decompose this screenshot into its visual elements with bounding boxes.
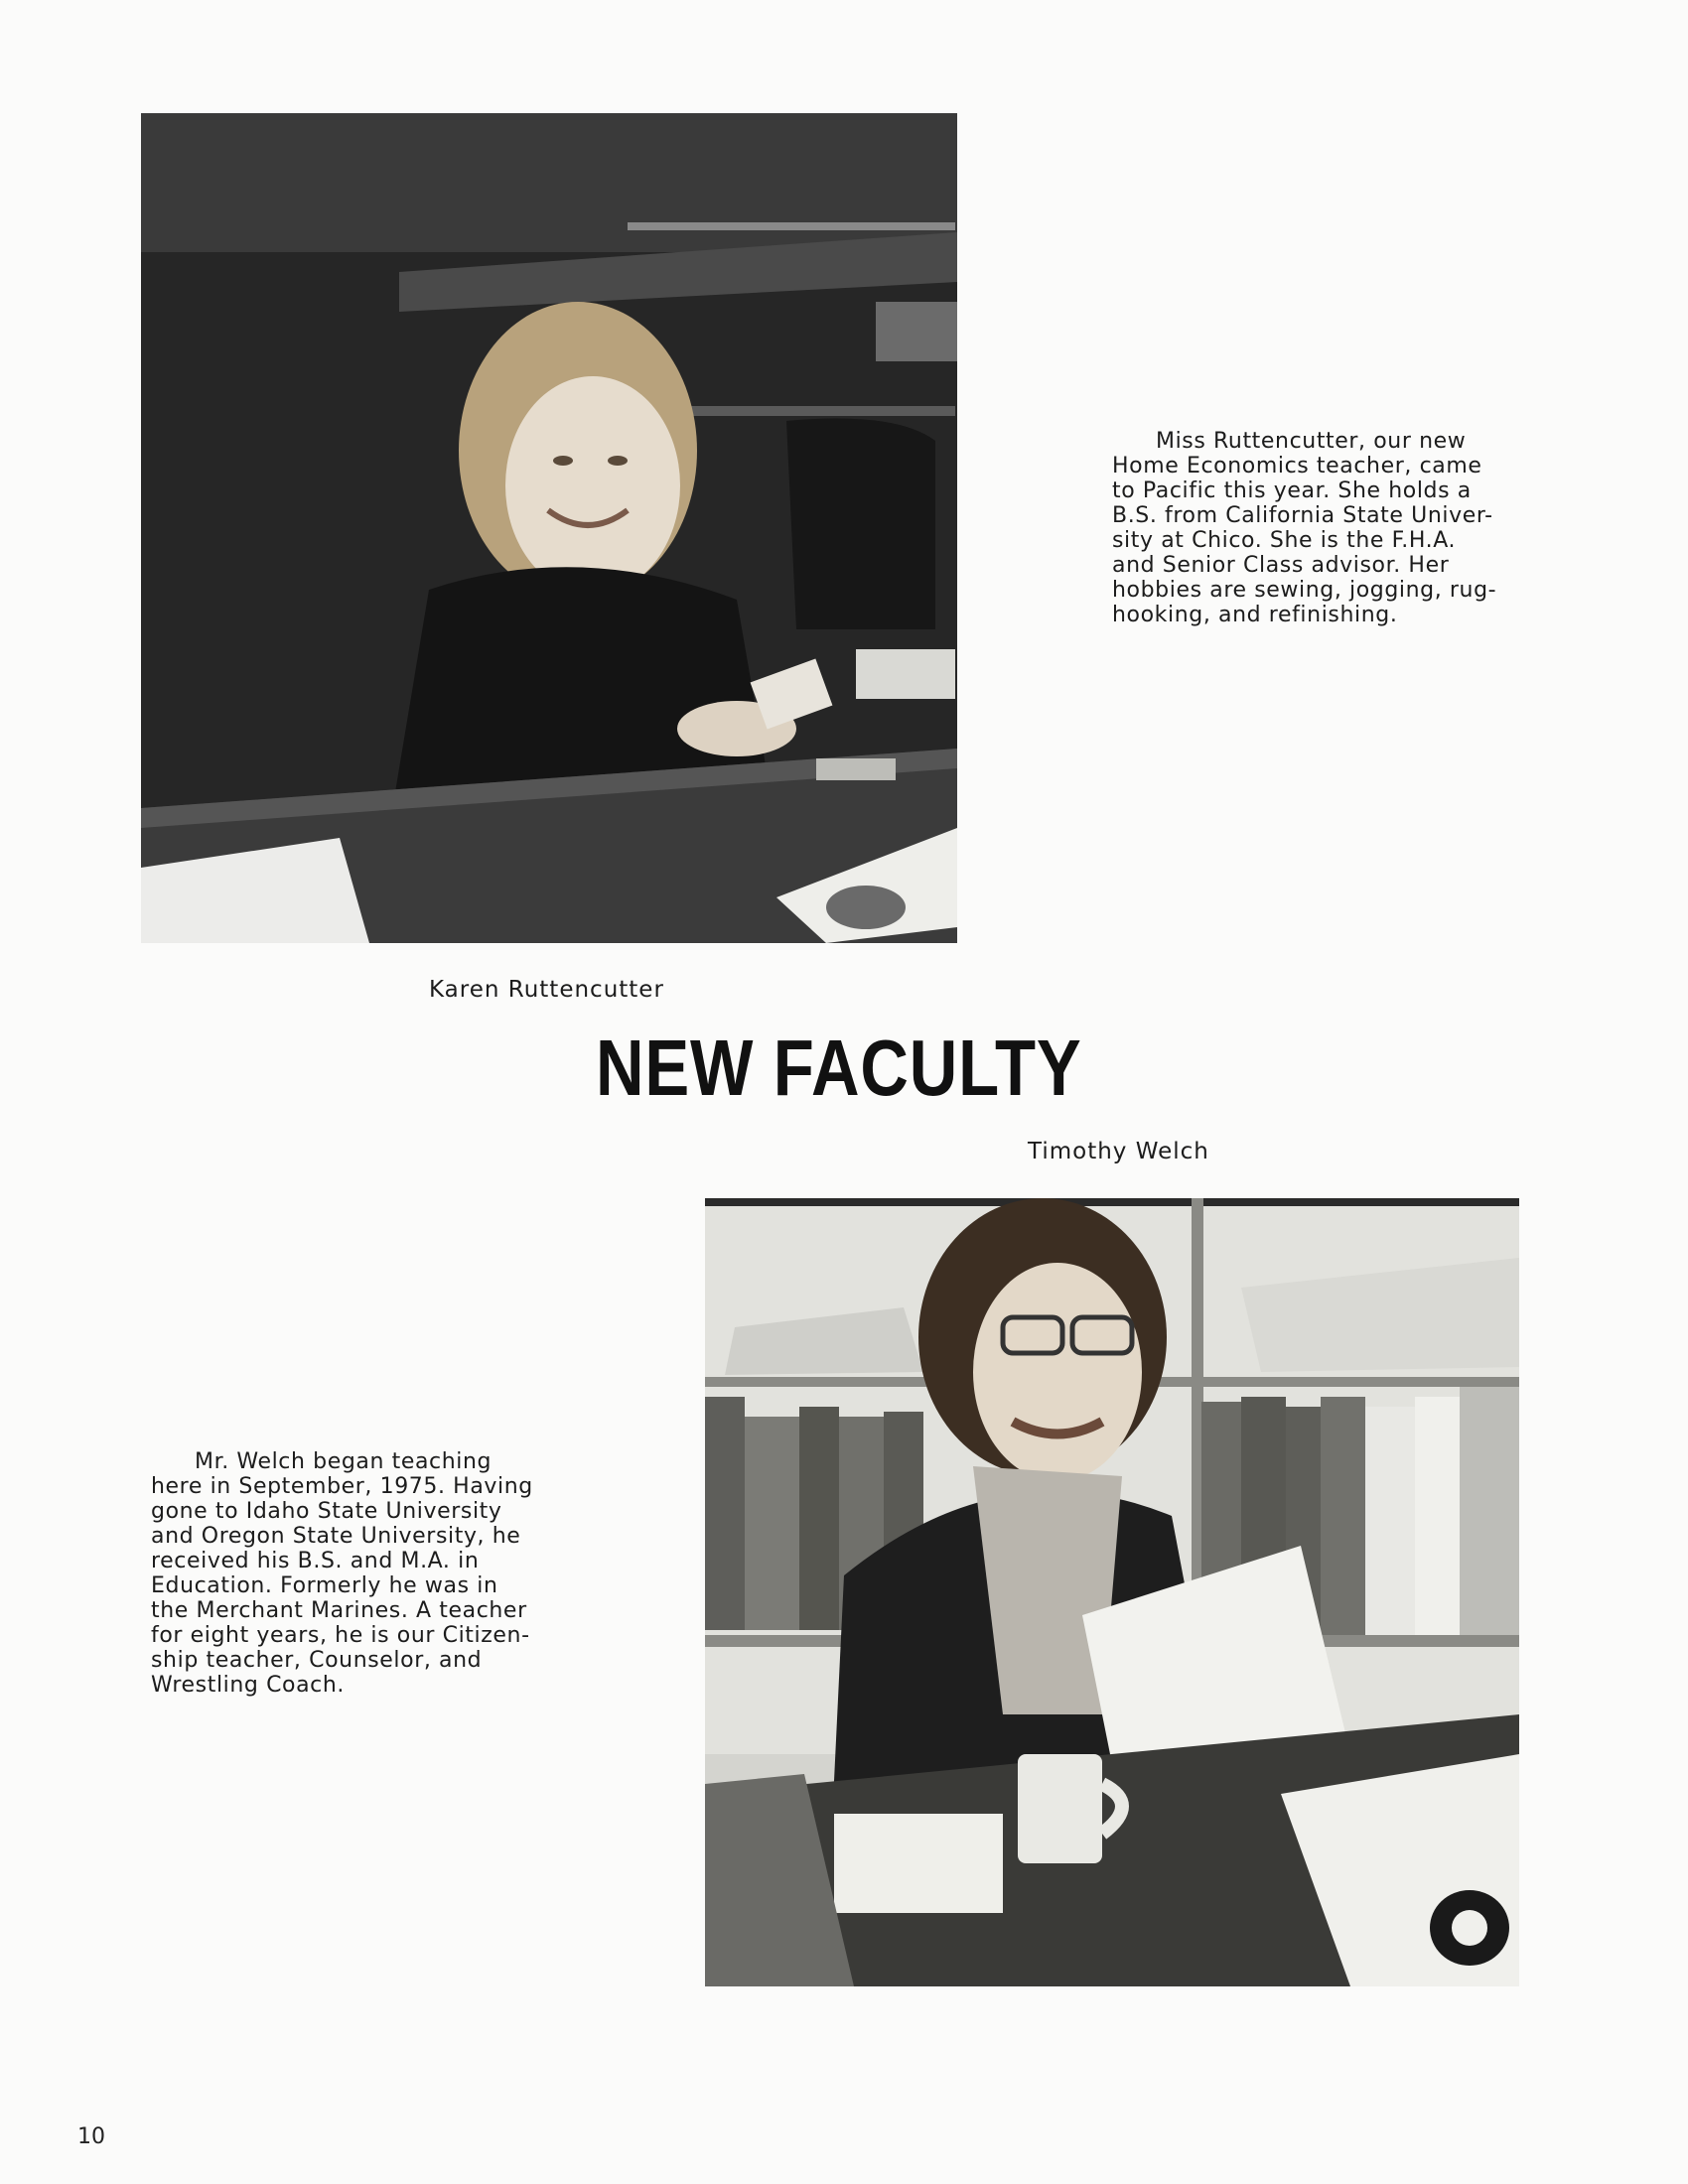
bio-line: to Pacific this year. She holds a	[1112, 478, 1472, 503]
timothy-welch-bio	[151, 1449, 568, 1698]
bio-line: ship teacher, Counselor, and	[151, 1648, 483, 1673]
karen-ruttencutter-bio	[1112, 429, 1529, 627]
bio-line: for eight years, he is our Citizen-	[151, 1623, 530, 1648]
timothy-welch-caption: Timothy Welch	[1028, 1139, 1209, 1164]
bio-line: hooking, and refinishing.	[1112, 603, 1398, 627]
bio-line: here in September, 1975. Having	[151, 1474, 533, 1499]
bio-line: Mr. Welch began teaching	[195, 1449, 492, 1474]
page-title: NEW FACULTY	[596, 1024, 1082, 1112]
bio-line: B.S. from California State Univer-	[1112, 503, 1493, 528]
bio-line: Wrestling Coach.	[151, 1673, 346, 1698]
bio-line: received his B.S. and M.A. in	[151, 1549, 480, 1573]
bio-line: hobbies are sewing, jogging, rug-	[1112, 578, 1497, 603]
bio-line: gone to Idaho State University	[151, 1499, 502, 1524]
page-number: 10	[77, 2124, 105, 2149]
bio-line: sity at Chico. She is the F.H.A.	[1112, 528, 1457, 553]
bio-line: Home Economics teacher, came	[1112, 454, 1482, 478]
bio-line: and Senior Class advisor. Her	[1112, 553, 1450, 578]
bio-line: Education. Formerly he was in	[151, 1573, 498, 1598]
bio-line: and Oregon State University, he	[151, 1524, 521, 1549]
karen-ruttencutter-photo	[141, 113, 957, 943]
karen-ruttencutter-caption: Karen Ruttencutter	[429, 977, 664, 1003]
timothy-welch-photo	[705, 1198, 1519, 1986]
bio-line: Miss Ruttencutter, our new	[1156, 429, 1467, 454]
bio-line: the Merchant Marines. A teacher	[151, 1598, 527, 1623]
